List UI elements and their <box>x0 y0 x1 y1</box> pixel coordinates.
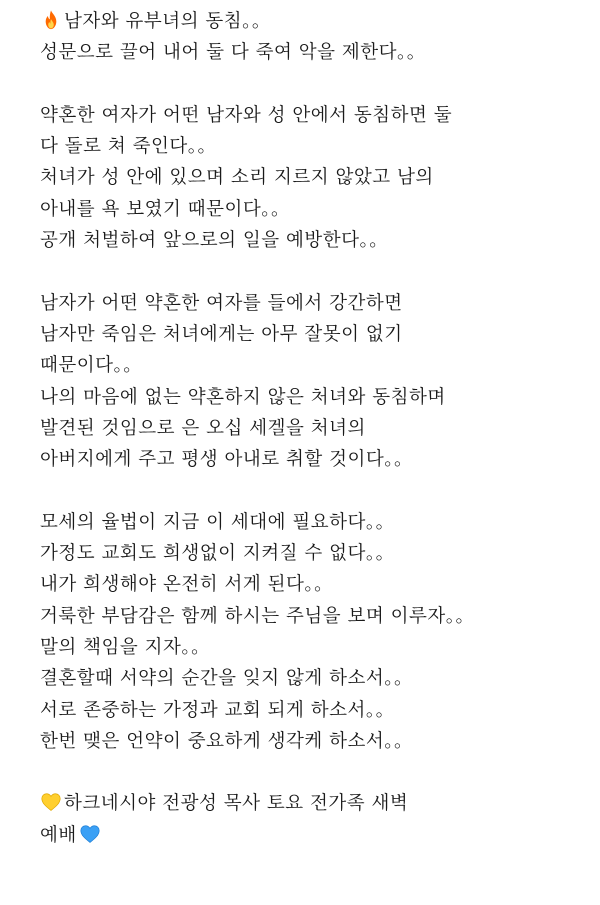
para2-line-1: 남자가 어떤 약혼한 여자를 들에서 강간하면 <box>40 292 403 314</box>
para2-line-4: 나의 마음에 없는 약혼하지 않은 처녀와 동침하며 <box>40 386 446 408</box>
spacer <box>40 69 596 100</box>
fire-icon <box>40 9 62 31</box>
footer-line-1 <box>40 788 596 819</box>
yellow-heart-icon <box>40 791 62 813</box>
spacer <box>40 256 596 287</box>
para2-line-5: 발견된 것임으로 은 오십 세겔을 처녀의 <box>40 417 366 439</box>
para2-line-6: 아버지에게 주고 평생 아내로 취할 것이다。。 <box>40 449 413 471</box>
subtitle-line: 성문으로 끌어 내어 둘 다 죽여 악을 제한다。。 <box>40 42 426 64</box>
footer-line-2 <box>40 820 596 851</box>
spacer <box>40 475 596 506</box>
para3-line-2: 가정도 교회도 희생없이 지켜질 수 없다。。 <box>40 543 395 565</box>
para3-line-3: 내가 희생해야 온전히 서게 된다。。 <box>40 574 334 596</box>
para1-line-4: 아내를 욕 보였기 때문이다。。 <box>40 198 290 220</box>
para3-line-5: 말의 책임을 지자。。 <box>40 636 211 658</box>
para3-line-6: 결혼할때 서약의 순간을 잊지 않게 하소서。。 <box>40 668 413 690</box>
blue-heart-icon <box>79 823 101 845</box>
footer-text: 하크네시야 전광성 목사 토요 전가족 새벽 <box>64 793 409 815</box>
para2-line-3: 때문이다。。 <box>40 355 143 377</box>
footer-text-end: 예배 <box>40 824 77 846</box>
para1-line-2: 다 돌로 쳐 죽인다。。 <box>40 136 217 158</box>
para3-line-8: 한번 맺은 언약이 중요하게 생각케 하소서。。 <box>40 730 413 752</box>
title-text: 남자와 유부녀의 동침。。 <box>64 11 271 32</box>
para1-line-1: 약혼한 여자가 어떤 남자와 성 안에서 동침하면 둘 <box>40 104 453 126</box>
para3-line-1: 모세의 율법이 지금 이 세대에 필요하다。。 <box>40 511 395 533</box>
para1-line-5: 공개 처벌하여 앞으로의 일을 예방한다。。 <box>40 230 389 252</box>
para2-line-2: 남자만 죽임은 처녀에게는 아무 잘못이 없기 <box>40 323 403 345</box>
para3-line-4: 거룩한 부담감은 함께 하시는 주님을 보며 이루자。。 <box>40 605 475 627</box>
spacer <box>40 757 596 788</box>
title-line-1 <box>40 6 596 37</box>
para1-line-3: 처녀가 성 안에 있으며 소리 지르지 않았고 남의 <box>40 167 434 189</box>
para3-line-7: 서로 존중하는 가정과 교회 되게 하소서。。 <box>40 699 395 721</box>
